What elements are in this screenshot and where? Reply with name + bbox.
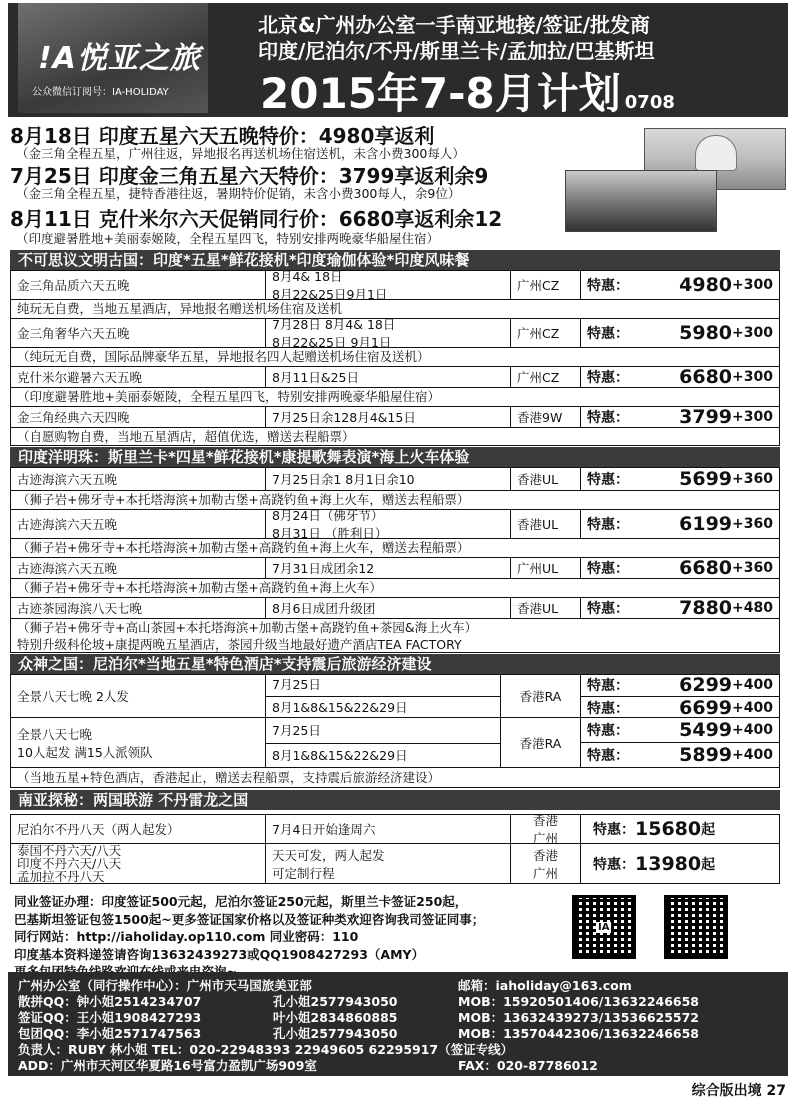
price-label: 特惠： xyxy=(593,822,635,838)
price-value: 13980 xyxy=(635,852,702,875)
product-name: 古迹海滨六天五晚 xyxy=(11,558,266,578)
price-label: 特惠： xyxy=(587,700,629,717)
page-footer: 综合版出境 27 xyxy=(691,1083,786,1099)
price-value: 4980 xyxy=(679,274,733,296)
date-line: 7月25日 xyxy=(266,674,500,697)
price-label: 特惠： xyxy=(587,472,629,488)
product-name: 金三角奢华六天五晚 xyxy=(11,319,266,347)
carrier: 广州CZ xyxy=(511,271,581,299)
contact-footer xyxy=(8,972,788,1076)
qq-contact: 散拼QQ：钟小姐2514234707 xyxy=(18,994,202,1009)
carrier-line: 广州 xyxy=(532,865,558,881)
date-line: 8月6日成团升级团 xyxy=(272,601,376,616)
carrier-line: 香港 xyxy=(532,813,558,828)
product-name: 古迹海滨六天五晚 xyxy=(11,510,266,538)
departure-dates xyxy=(266,718,501,767)
table-row xyxy=(10,718,780,768)
departure-dates xyxy=(266,558,511,578)
website-line: 同行网站：http://iaholiday.op110.com 同业密码：110 xyxy=(14,929,359,944)
price-label: 特惠： xyxy=(587,723,629,740)
promo-title-2: 7月25日 印度金三角五星六天特价：3799享返利余9 xyxy=(10,164,489,188)
table-row xyxy=(10,366,780,388)
mobile: MOB：13632439273/13536625572 xyxy=(458,1010,700,1025)
carrier: 香港RA xyxy=(501,675,581,717)
price-label: 特惠： xyxy=(587,517,629,533)
street-address: ADD：广州市天河区华夏路16号富力盈凯广场909室 xyxy=(18,1058,317,1073)
price-label: 特惠： xyxy=(587,561,629,577)
price-addon: +360 xyxy=(732,471,773,487)
departure-dates: 7月4日开始逢周六 xyxy=(266,815,511,843)
mobile: MOB：15920501406/13632246658 xyxy=(458,994,700,1009)
price-label: 特惠： xyxy=(587,326,629,342)
price-line xyxy=(581,697,779,718)
price-addon: 起 xyxy=(701,856,716,873)
price xyxy=(581,558,779,578)
date-line: 7月25日余128月4&15日 xyxy=(272,410,416,425)
table-row xyxy=(10,674,780,718)
product-name-line: 全景八天七晚 xyxy=(17,726,93,742)
visa-line: 巴基斯坦签证包签1500起~更多签证国家价格以及签证种类欢迎咨询我司签证同事； xyxy=(14,911,485,927)
carrier: 香港UL xyxy=(511,510,581,538)
row-note: （当地五星+特色酒店，香港起止，赠送去程船票，支持震后旅游经济建设） xyxy=(10,768,780,788)
promo-title-3: 8月11日 克什米尔六天促销同行价：6680享返利余12 xyxy=(10,207,503,231)
date-line: 8月22&25日 9月1日 xyxy=(272,335,392,350)
carrier: 香港RA xyxy=(501,718,581,767)
carrier xyxy=(511,813,581,846)
price-value: 6699 xyxy=(679,696,733,719)
qq-contact: 包团QQ：李小姐2571747563 xyxy=(18,1026,202,1041)
carrier-line: 广州 xyxy=(532,831,558,846)
product-name: 金三角经典六天四晚 xyxy=(11,407,266,427)
price-label: 特惠： xyxy=(587,370,629,386)
table-row xyxy=(10,509,780,539)
price-addon: +300 xyxy=(732,325,773,341)
price-addon: +400 xyxy=(732,747,773,764)
date-line: 天天可发，两人起发 xyxy=(272,847,385,863)
office-address: 广州办公室（同行操作中心）：广州市天马国旅美亚部 xyxy=(18,978,312,993)
date-line: 可定制行程 xyxy=(272,865,335,881)
carrier-line: 香港 xyxy=(532,847,558,863)
price-label: 特惠： xyxy=(593,856,635,873)
plan-text: 2015年7-8月计划 xyxy=(260,69,621,118)
row-note-extra: 特别升级科伦坡+康提两晚五星酒店，茶园升级当地最好遗产酒店TEA FACTORY xyxy=(10,636,780,653)
price-addon: +300 xyxy=(732,277,773,293)
plan-code: 0708 xyxy=(624,92,675,113)
date-line: 8月11日&25日 xyxy=(272,370,360,385)
header-line-1: 北京&广州办公室一手南亚地接/签证/批发商 xyxy=(258,13,651,37)
product-name-line: 10人起发 满15人派领队 xyxy=(17,744,153,760)
product-name-line: 印度不丹六天/八天 xyxy=(17,856,122,871)
price-label: 特惠： xyxy=(587,278,629,294)
wechat-subscription: 公众微信订阅号：IA-HOLIDAY xyxy=(32,87,169,98)
section-header-bhutan: 南亚探秘：两国联游 不丹雷龙之国 xyxy=(10,790,780,810)
price-value: 6680 xyxy=(679,366,733,388)
departure-dates xyxy=(266,468,511,490)
date-line: 8月24日（佛牙节） xyxy=(272,508,384,523)
visa-line: 印度基本资料递签请咨询13632439273或QQ1908427293（AMY） xyxy=(14,946,425,962)
price-value: 5699 xyxy=(679,468,733,490)
fax: FAX：020-87786012 xyxy=(458,1058,598,1073)
price-addon: +300 xyxy=(732,409,773,425)
product-name-line: 孟加拉不丹八天 xyxy=(17,869,105,884)
price-label: 特惠： xyxy=(587,678,629,694)
price-addon: +400 xyxy=(732,677,773,693)
table-row xyxy=(10,814,780,844)
price-label: 特惠： xyxy=(587,601,629,617)
row-note: （纯玩无自费，国际品牌豪华五星，异地报名四人起赠送机场住宿及送机） xyxy=(10,348,780,366)
product-name: 古迹茶园海滨八天七晚 xyxy=(11,598,266,618)
departure-dates xyxy=(266,598,511,618)
header-banner xyxy=(8,3,788,117)
departure-dates xyxy=(266,508,511,541)
product-name xyxy=(11,718,266,767)
carrier: 香港9W xyxy=(511,407,581,427)
table-row xyxy=(10,406,780,428)
product-name: 尼泊尔不丹八天（两人起发） xyxy=(11,815,266,843)
carrier: 香港UL xyxy=(511,468,581,490)
qr-label: IA xyxy=(598,922,610,933)
date-line: 8月4& 18日 xyxy=(272,269,343,284)
price-label: 特惠： xyxy=(587,410,629,426)
manager-tel: 负责人：RUBY 林小姐 TEL：020-22948393 22949605 62295917（签证专线） xyxy=(18,1042,514,1057)
carrier: 广州CZ xyxy=(511,319,581,347)
departure-dates xyxy=(266,367,511,387)
section-header-india: 不可思议文明古国：印度*五星*鲜花接机*印度瑜伽体验*印度风味餐 xyxy=(10,250,780,270)
product-name xyxy=(11,844,266,883)
price-line xyxy=(581,743,779,767)
price-addon: +400 xyxy=(732,699,773,716)
qq-contact: 签证QQ：王小姐1908427293 xyxy=(18,1010,202,1025)
price-value: 5980 xyxy=(679,322,733,344)
carrier: 广州UL xyxy=(511,558,581,578)
price-value: 7880 xyxy=(679,597,733,619)
mobile: MOB：13570442306/13632246658 xyxy=(458,1026,700,1041)
product-name: 古迹海滨六天五晚 xyxy=(11,468,266,490)
row-note: 纯玩无自费，当地五星酒店，异地报名赠送机场住宿及送机 xyxy=(10,300,780,318)
price-value: 5899 xyxy=(679,744,733,767)
table-row xyxy=(10,597,780,619)
date-line: 7月28日 8月4& 18日 xyxy=(272,317,396,332)
price xyxy=(581,319,779,347)
price-addon: +480 xyxy=(732,600,773,616)
price-value: 5499 xyxy=(679,719,733,742)
promo-title-1: 8月18日 印度五星六天五晚特价：4980享返利 xyxy=(10,124,435,148)
date-line: 8月1&8&15&22&29日 xyxy=(272,747,408,763)
price xyxy=(581,407,779,427)
row-note: （狮子岩+佛牙寺+本托塔海滨+加勒古堡+高跷钓鱼+海上火车，赠送去程船票） xyxy=(10,539,780,557)
plan-title xyxy=(260,61,675,121)
qq-contact: 叶小姐2834860885 xyxy=(273,1010,398,1025)
price xyxy=(581,815,779,843)
visa-info xyxy=(14,893,484,981)
price-value: 15680 xyxy=(635,818,702,840)
visa-line: 同业签证办理：印度签证500元起，尼泊尔签证250元起，斯里兰卡签证250起， xyxy=(14,894,468,909)
section-header-srilanka: 印度洋明珠：斯里兰卡*四星*鲜花接机*康提歌舞表演*海上火车体验 xyxy=(10,447,780,467)
bhutan-monastery-photo xyxy=(565,170,717,232)
price-addon: +360 xyxy=(732,516,773,532)
price-addon: +300 xyxy=(732,369,773,385)
price-line xyxy=(581,674,779,697)
product-name: 全景八天七晚 2人发 xyxy=(11,675,266,717)
price xyxy=(581,367,779,387)
price xyxy=(581,271,779,299)
date-line: 8月22&25日9月1日 xyxy=(272,287,388,302)
price-line xyxy=(581,718,779,743)
price xyxy=(581,675,779,717)
email: 邮箱：iaholiday@163.com xyxy=(458,978,632,993)
departure-dates xyxy=(266,317,511,350)
price-value: 3799 xyxy=(679,406,733,428)
table-row xyxy=(10,318,780,348)
price xyxy=(581,598,779,618)
qq-contact: 孔小姐2577943050 xyxy=(273,994,398,1009)
price xyxy=(581,844,779,883)
qq-contact: 孔小姐2577943050 xyxy=(273,1026,398,1041)
table-row xyxy=(10,467,780,491)
price-label: 特惠： xyxy=(587,748,629,765)
brand-logo xyxy=(18,3,208,113)
table-row xyxy=(10,557,780,579)
price-value: 6299 xyxy=(679,674,733,696)
date-line: 7月25日余1 8月1日余10 xyxy=(272,472,415,487)
logo-text: !A悦亚之旅 xyxy=(38,41,201,76)
promo-note-3: （印度避暑胜地+美丽泰姬陵，全程五星四飞，特别安排两晚豪华船屋住宿） xyxy=(16,231,439,246)
header-line-2: 印度/尼泊尔/不丹/斯里兰卡/孟加拉/巴基斯坦 xyxy=(258,39,655,63)
product-name: 金三角品质六天五晚 xyxy=(11,271,266,299)
date-line: 7月31日成团余12 xyxy=(272,561,375,576)
departure-dates xyxy=(266,407,511,427)
carrier: 香港UL xyxy=(511,598,581,618)
carrier xyxy=(511,844,581,883)
promo-note-1: （金三角全程五星，广州往返，异地报名再送机场住宿送机，未含小费300每人） xyxy=(16,146,465,161)
date-line: 7月25日 xyxy=(266,718,500,744)
departure-dates xyxy=(266,675,501,717)
table-row xyxy=(10,270,780,300)
price-value: 6680 xyxy=(679,557,733,579)
promo-note-2: （金三角全程五星，捷特香港往返，暑期特价促销，未含小费300每人，余9位） xyxy=(16,186,461,201)
carrier: 广州CZ xyxy=(511,367,581,387)
section-header-nepal: 众神之国：尼泊尔*当地五星*特色酒店*支持震后旅游经济建设 xyxy=(10,654,780,674)
row-note: （狮子岩+佛牙寺+本托塔海滨+加勒古堡+高跷钓鱼+海上火车，赠送去程船票） xyxy=(10,491,780,509)
row-note: （印度避暑胜地+美丽泰姬陵，全程五星四飞，特别安排两晚豪华船屋住宿） xyxy=(10,388,780,406)
price xyxy=(581,510,779,538)
row-note: （狮子岩+佛牙寺+高山茶园+本托塔海滨+加勒古堡+高跷钓鱼+茶园&海上火车） xyxy=(10,619,780,636)
qr-code-icon xyxy=(664,895,728,959)
price-addon: +360 xyxy=(732,560,773,576)
price-value: 6199 xyxy=(679,513,733,535)
product-name: 克什米尔避暑六天五晚 xyxy=(11,367,266,387)
row-note: （狮子岩+佛牙寺+本托塔海滨+加勒古堡+高跷钓鱼+海上火车） xyxy=(10,579,780,597)
table-row xyxy=(10,844,780,884)
departure-dates xyxy=(266,844,511,883)
price xyxy=(581,718,779,767)
price xyxy=(581,468,779,490)
product-name-line: 泰国不丹六天/八天 xyxy=(17,843,122,858)
departure-dates xyxy=(266,269,511,302)
row-note: （自愿购物自费，当地五星酒店，超值优选，赠送去程船票） xyxy=(10,428,780,446)
date-line: 8月1&8&15&22&29日 xyxy=(272,700,408,715)
price-addon: 起 xyxy=(701,822,716,838)
date-line: 8月31日 （胜利日） xyxy=(272,526,388,541)
price-addon: +400 xyxy=(732,722,773,739)
